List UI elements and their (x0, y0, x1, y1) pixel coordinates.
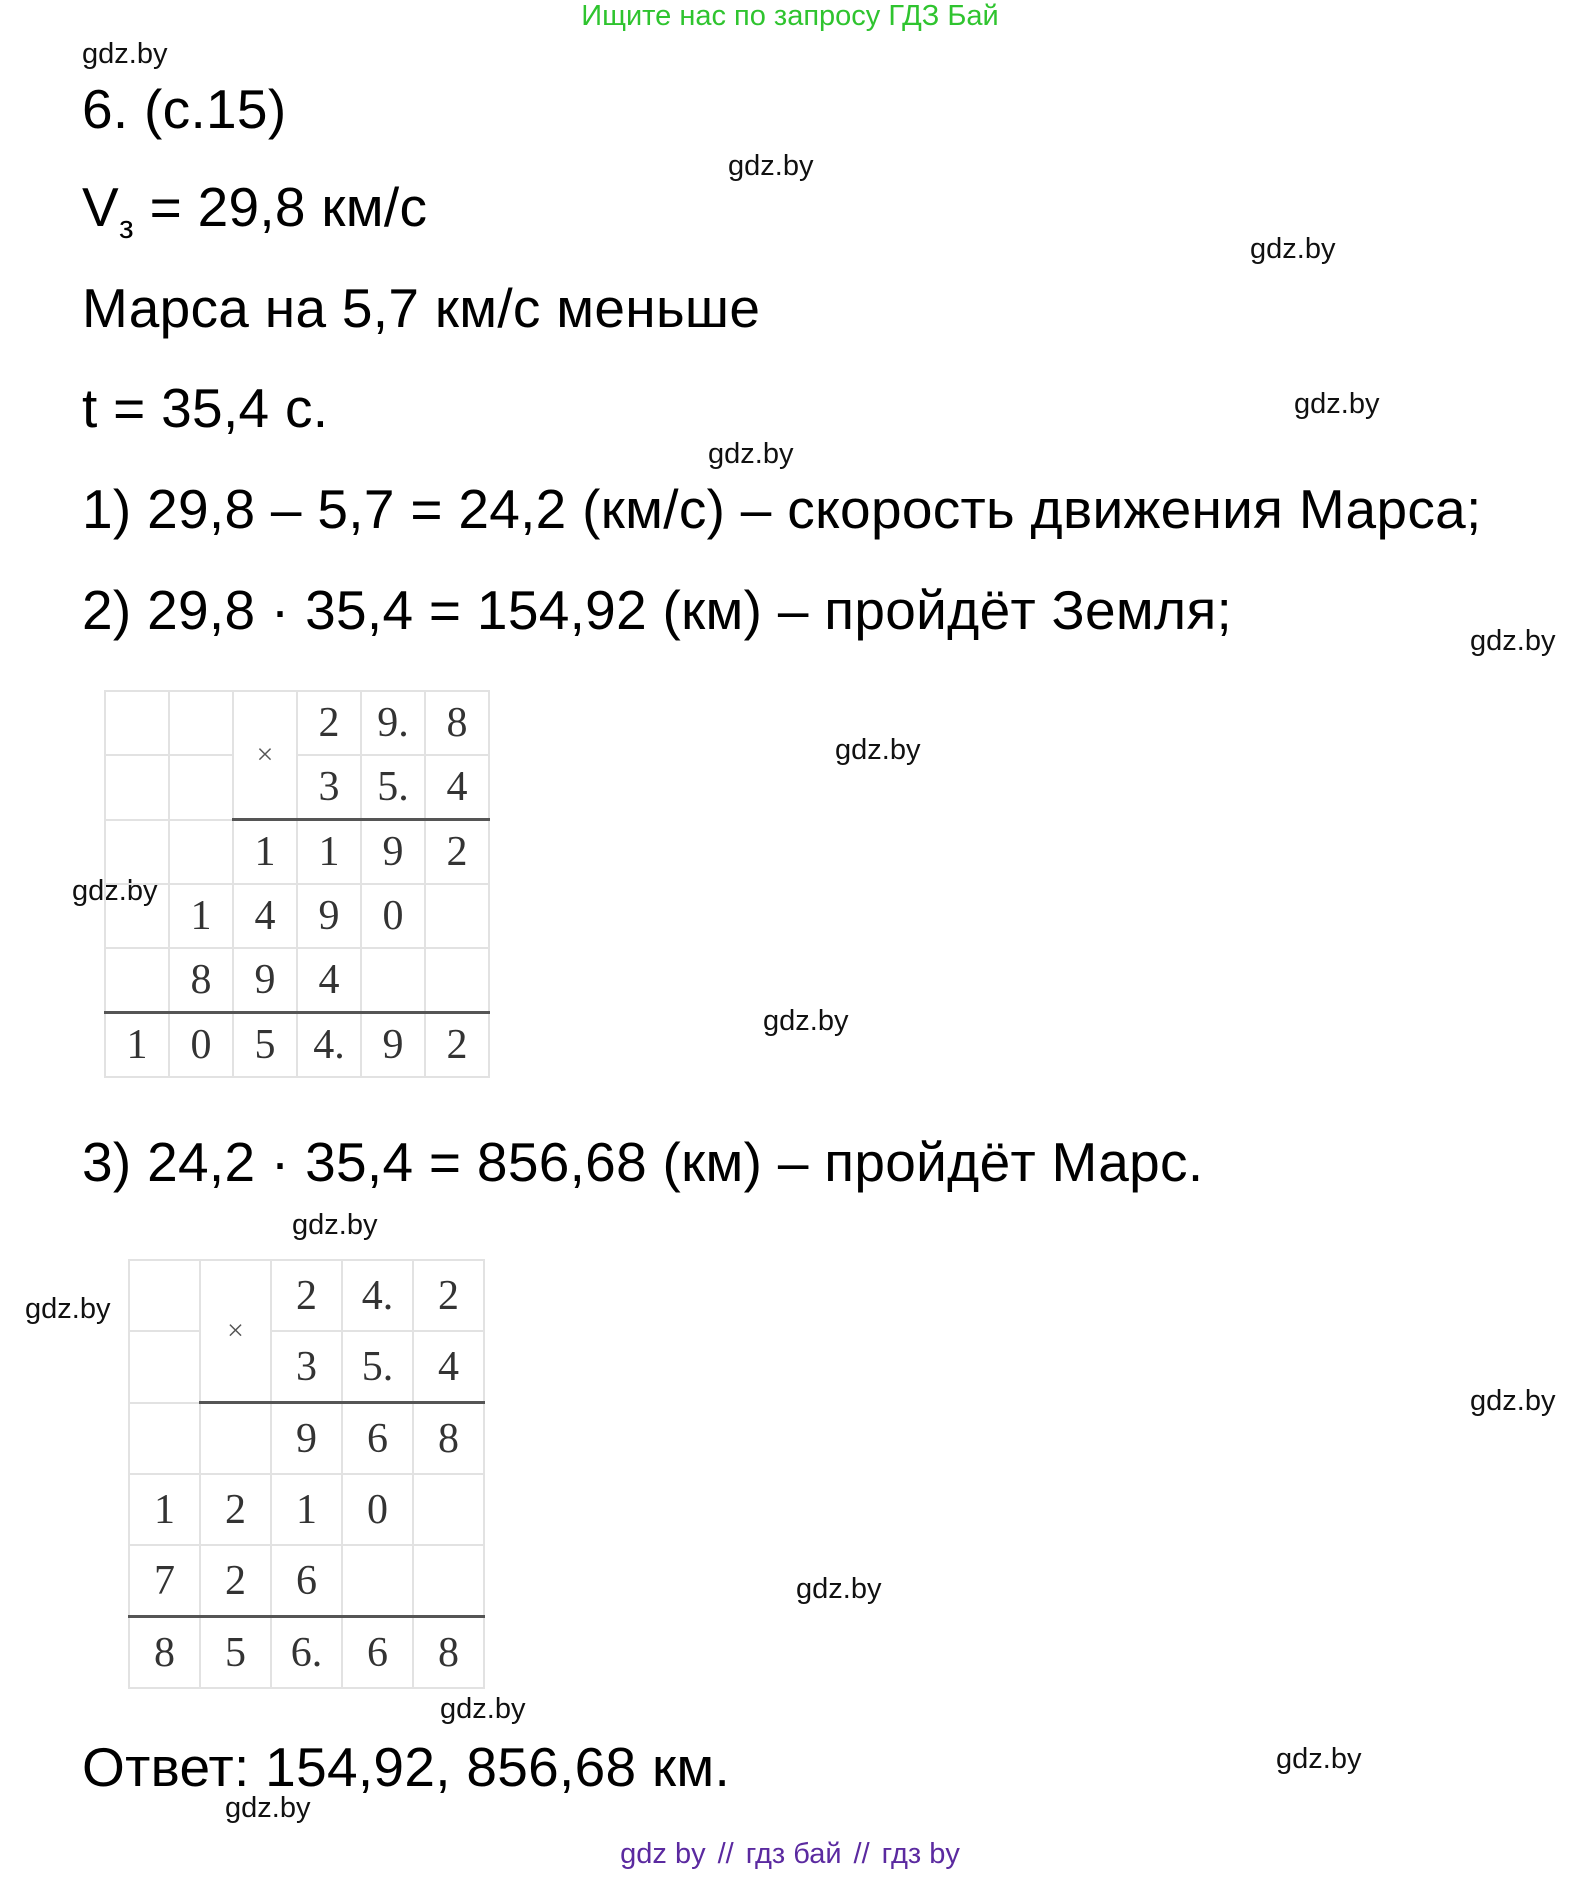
grid-cell: 2 (297, 691, 361, 755)
grid-cell: 5. (342, 1331, 413, 1403)
multiply-sign: × (200, 1260, 271, 1403)
grid-cell: 3 (271, 1331, 342, 1403)
grid-cell: 9 (361, 820, 425, 885)
footer-link-gdz-by[interactable]: gdz by (620, 1838, 706, 1870)
watermark: gdz.by (1470, 1385, 1556, 1417)
given-v-subscript: з (119, 209, 134, 245)
grid-cell: 2 (413, 1260, 484, 1331)
footer-link-gdz-bai[interactable]: гдз бай (745, 1838, 842, 1870)
given-time: t = 35,4 с. (82, 377, 329, 439)
grid-row (129, 1474, 484, 1545)
grid-cell: 7 (129, 1545, 200, 1617)
grid-cell (129, 1260, 200, 1331)
grid-cell (105, 884, 169, 948)
grid-cell: 2 (200, 1545, 271, 1617)
grid-row (105, 755, 489, 820)
grid-cell: 6 (271, 1545, 342, 1617)
multiply-sign: × (233, 691, 297, 820)
watermark: gdz.by (1276, 1743, 1362, 1775)
multiplication-grid-earth (104, 690, 490, 1078)
grid-cell: 1 (129, 1474, 200, 1545)
top-banner: Ищите нас по запросу ГДЗ Бай (581, 0, 999, 32)
grid-row (129, 1260, 484, 1331)
grid-cell: 4 (413, 1331, 484, 1403)
watermark: gdz.by (728, 150, 814, 182)
grid-cell: 8 (129, 1617, 200, 1689)
watermark: gdz.by (225, 1792, 311, 1824)
grid-cell: 1 (233, 820, 297, 885)
grid-cell (105, 948, 169, 1013)
watermark: gdz.by (440, 1693, 526, 1725)
grid-cell: 8 (413, 1403, 484, 1475)
grid-cell (425, 948, 489, 1013)
grid-cell: 4 (233, 884, 297, 948)
watermark: gdz.by (796, 1573, 882, 1605)
grid-row (129, 1617, 484, 1689)
grid-row (129, 1545, 484, 1617)
grid-cell: 1 (297, 820, 361, 885)
grid-row (105, 820, 489, 885)
grid-row (129, 1403, 484, 1475)
watermark: gdz.by (82, 38, 168, 70)
grid-cell: 8 (169, 948, 233, 1013)
step-3: 3) 24,2 · 35,4 = 856,68 (км) – пройдёт Марс. (82, 1131, 1204, 1193)
grid-cell: 4 (425, 755, 489, 820)
grid-cell: 5. (361, 755, 425, 820)
grid-cell: 9 (271, 1403, 342, 1475)
grid-cell (361, 948, 425, 1013)
grid-cell (105, 691, 169, 755)
watermark: gdz.by (1470, 625, 1556, 657)
watermark: gdz.by (72, 875, 158, 907)
footer-separator: // (853, 1838, 870, 1870)
grid-cell: 4. (342, 1260, 413, 1331)
step-2: 2) 29,8 · 35,4 = 154,92 (км) – пройдёт Земля; (82, 579, 1233, 641)
grid-cell: 1 (169, 884, 233, 948)
grid-row (105, 691, 489, 755)
watermark: gdz.by (25, 1293, 111, 1325)
answer: Ответ: 154,92, 856,68 км. (82, 1736, 731, 1798)
grid-cell (169, 691, 233, 755)
grid-row (105, 884, 489, 948)
grid-cell: 8 (425, 691, 489, 755)
grid-cell: 4 (297, 948, 361, 1013)
footer-separator: // (717, 1838, 734, 1870)
grid-cell: 1 (105, 1013, 169, 1078)
grid-cell (425, 884, 489, 948)
watermark: gdz.by (763, 1005, 849, 1037)
grid-cell: 0 (361, 884, 425, 948)
grid-row (105, 948, 489, 1013)
grid-cell: 1 (271, 1474, 342, 1545)
multiplication-grid-mars (128, 1259, 485, 1689)
grid-cell (105, 820, 169, 885)
grid-cell: 4. (297, 1013, 361, 1078)
grid-cell: 9 (233, 948, 297, 1013)
grid-cell: 2 (425, 1013, 489, 1078)
grid-cell (169, 755, 233, 820)
watermark: gdz.by (1294, 388, 1380, 420)
grid-cell (413, 1474, 484, 1545)
grid-cell (342, 1545, 413, 1617)
grid-cell: 3 (297, 755, 361, 820)
grid-cell: 5 (233, 1013, 297, 1078)
given-mars-speed: Марса на 5,7 км/с меньше (82, 277, 761, 339)
grid-cell: 0 (342, 1474, 413, 1545)
grid-cell: 6 (342, 1403, 413, 1475)
grid-cell: 0 (169, 1013, 233, 1078)
given-earth-speed (82, 175, 427, 246)
grid-cell: 5 (200, 1617, 271, 1689)
step-1: 1) 29,8 – 5,7 = 24,2 (км/с) – скорость движения Марса; (82, 478, 1482, 540)
watermark: gdz.by (708, 438, 794, 470)
task-header: 6. (с.15) (82, 78, 287, 140)
grid-cell: 6. (271, 1617, 342, 1689)
watermark: gdz.by (835, 734, 921, 766)
given-v-label: V (82, 176, 119, 238)
grid-cell: 9. (361, 691, 425, 755)
grid-cell: 9 (361, 1013, 425, 1078)
grid-cell: 2 (200, 1474, 271, 1545)
grid-cell: 9 (297, 884, 361, 948)
footer (0, 1838, 1580, 1871)
watermark: gdz.by (292, 1209, 378, 1241)
footer-link-gdz-by-ru[interactable]: гдз by (881, 1838, 960, 1870)
grid-cell: 2 (425, 820, 489, 885)
grid-row (129, 1331, 484, 1403)
grid-row (105, 1013, 489, 1078)
grid-cell (200, 1403, 271, 1475)
watermark: gdz.by (1250, 233, 1336, 265)
given-v-value: = 29,8 км/с (149, 176, 428, 238)
grid-cell: 2 (271, 1260, 342, 1331)
grid-cell (105, 755, 169, 820)
grid-cell: 6 (342, 1617, 413, 1689)
grid-cell (129, 1331, 200, 1403)
grid-cell (413, 1545, 484, 1617)
grid-cell (129, 1403, 200, 1475)
grid-cell: 8 (413, 1617, 484, 1689)
grid-cell (169, 820, 233, 885)
